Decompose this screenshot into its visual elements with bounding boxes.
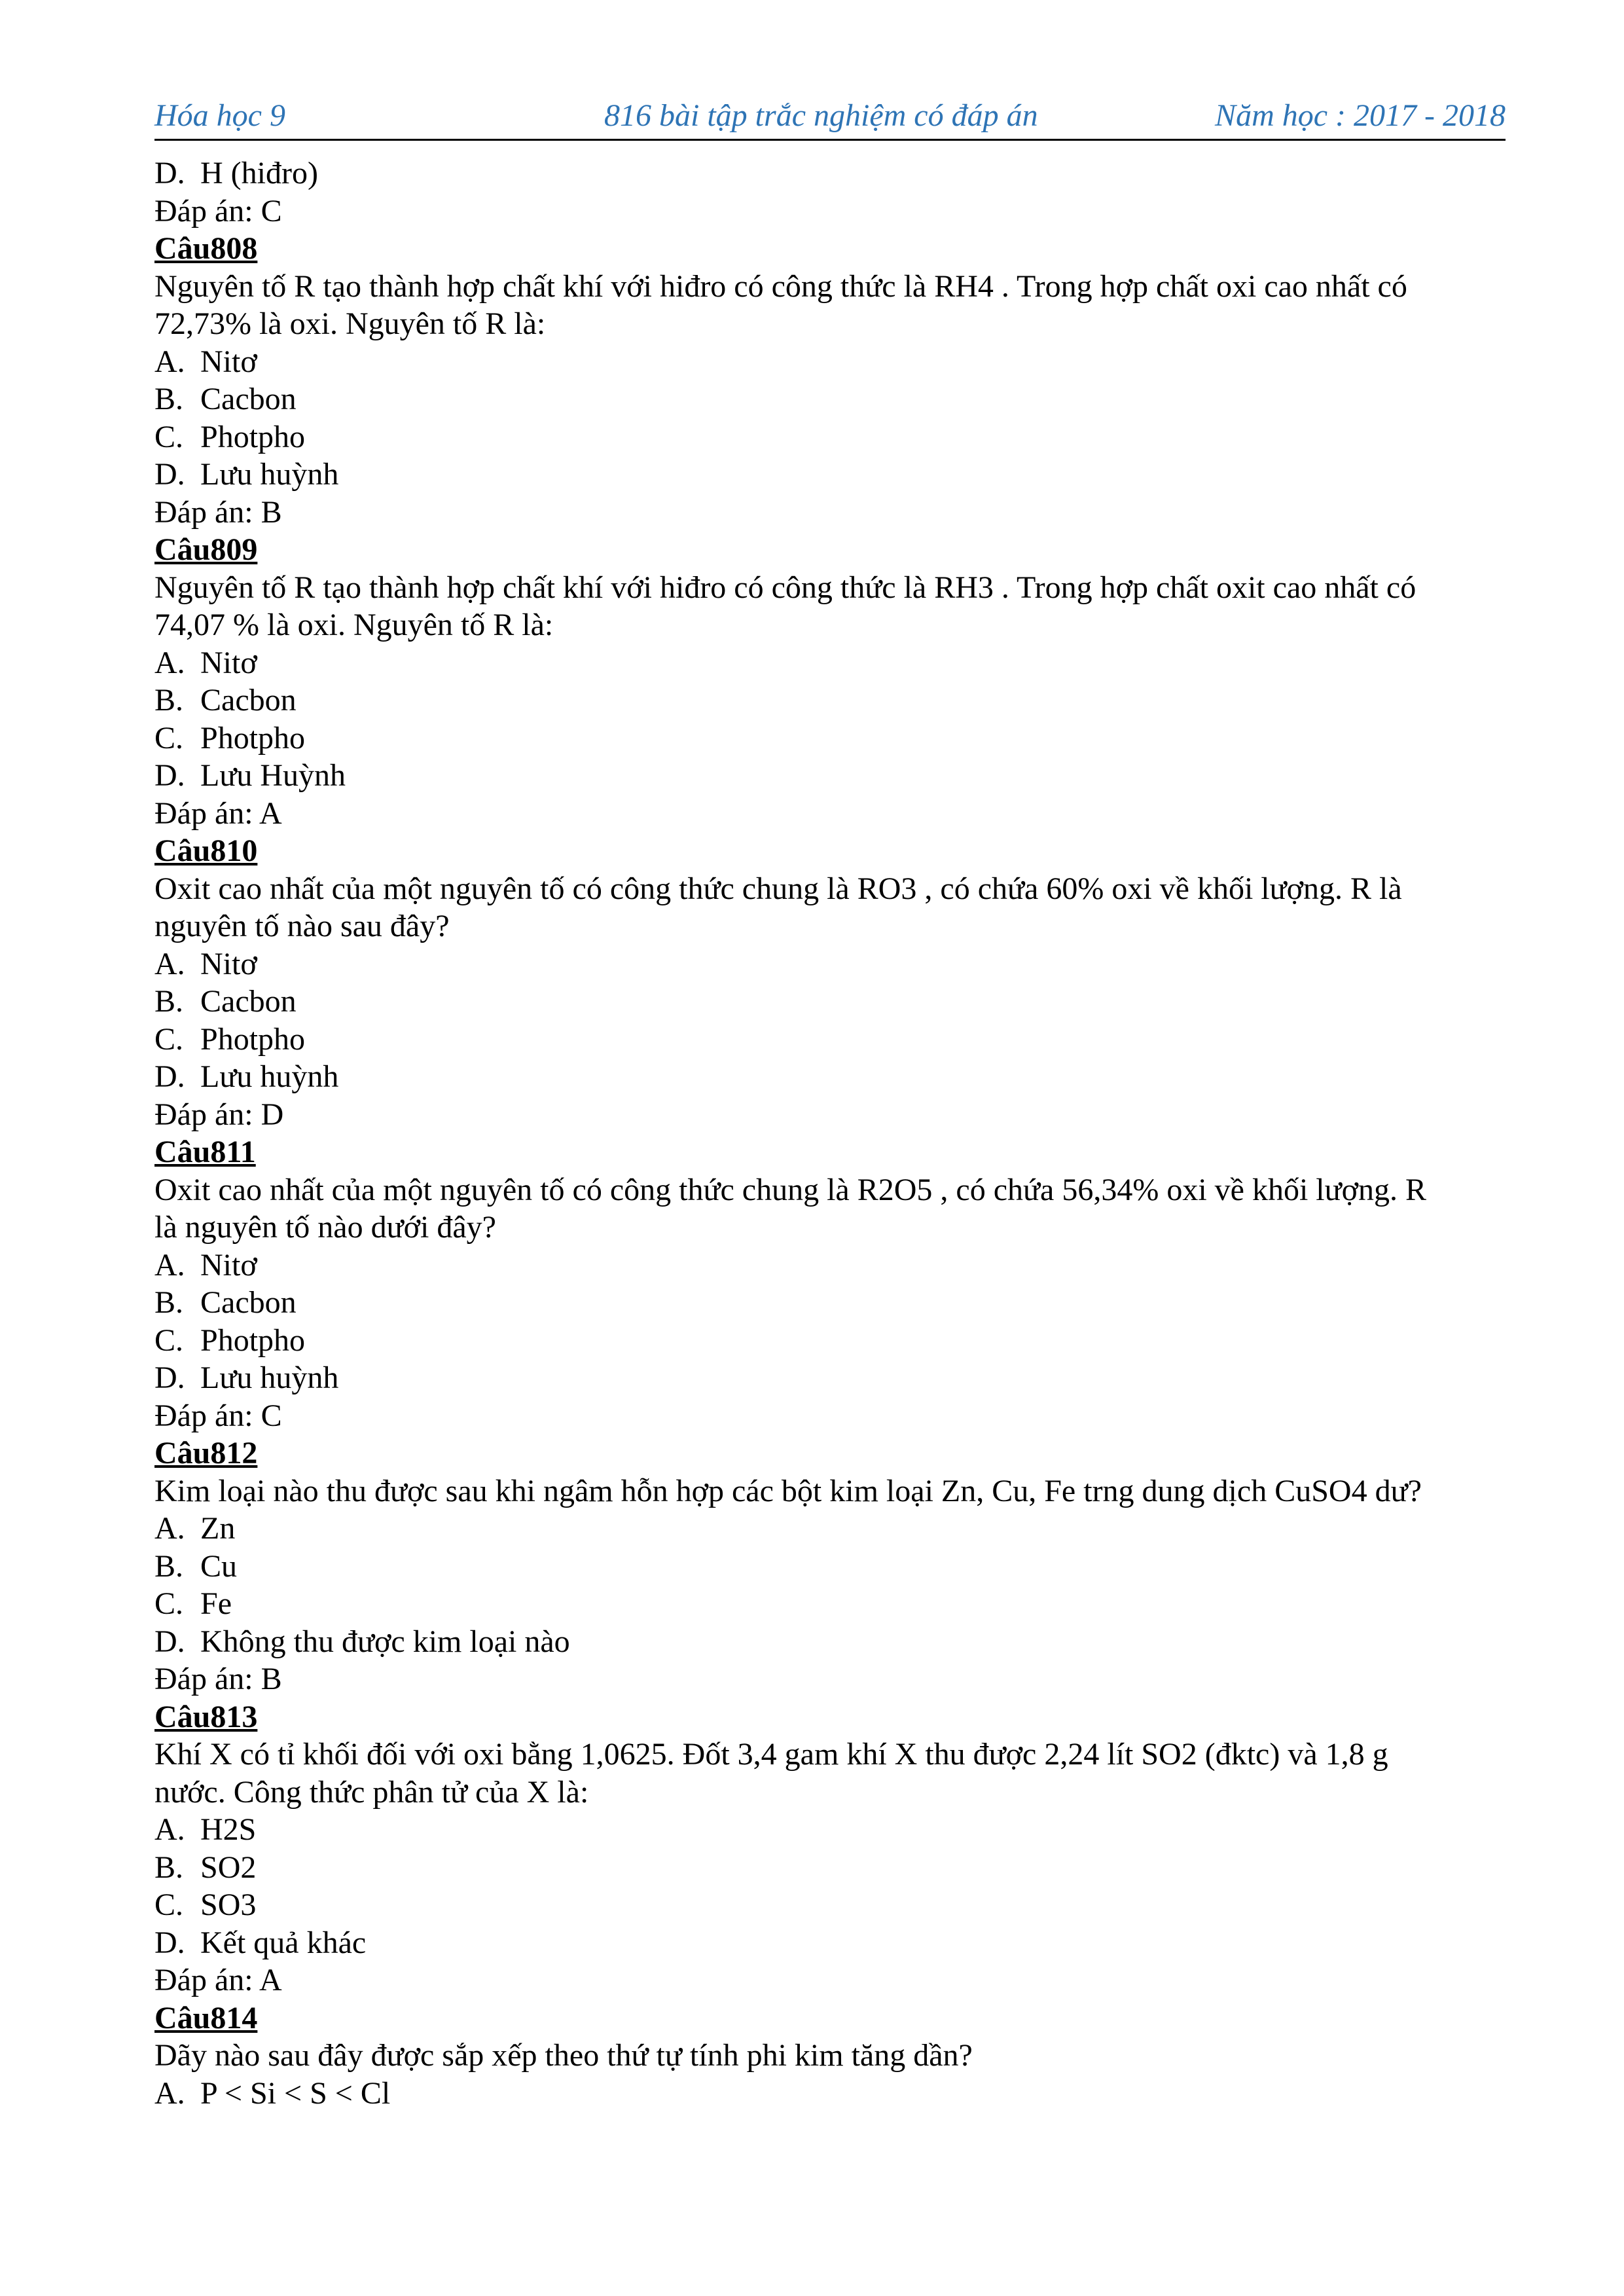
question-block bbox=[154, 1434, 1506, 1698]
option-letter: B. bbox=[154, 382, 184, 416]
option-line bbox=[154, 945, 1506, 983]
question-stem: Oxit cao nhất của một nguyên tố có công thức chung là RO3 , có chứa 60% oxi về khối lượng. R là bbox=[154, 871, 1402, 906]
header-subject: Hóa học 9 bbox=[154, 98, 285, 133]
option-text: Photpho bbox=[200, 419, 306, 454]
answer-line: Đáp án: B bbox=[154, 1662, 282, 1696]
option-text: Photpho bbox=[200, 1021, 306, 1057]
option-line bbox=[154, 1058, 1506, 1096]
option-line bbox=[154, 1359, 1506, 1397]
option-text: Lưu Huỳnh bbox=[200, 758, 346, 793]
option-letter: C. bbox=[154, 720, 184, 756]
answer-line: Đáp án: C bbox=[154, 1398, 282, 1433]
option-line bbox=[154, 757, 1506, 795]
question-block bbox=[154, 832, 1506, 1133]
option-line bbox=[154, 1510, 1506, 1548]
question-stem: Nguyên tố R tạo thành hợp chất khí với hiđro có công thức là RH4 . Trong hợp chất oxi cao nhất có bbox=[154, 268, 1407, 304]
option-text: Lưu huỳnh bbox=[200, 457, 339, 492]
option-text: Fe bbox=[200, 1586, 232, 1621]
option-letter: D. bbox=[154, 1059, 185, 1094]
header-title: 816 bài tập trắc nghiệm có đáp án bbox=[604, 98, 1038, 133]
option-line bbox=[154, 1247, 1506, 1285]
option-line bbox=[154, 1811, 1506, 1849]
question-block bbox=[154, 1698, 1506, 1999]
option-text: Cacbon bbox=[200, 683, 297, 718]
question-stem: Kim loại nào thu được sau khi ngâm hỗn hợp các bột kim loại Zn, Cu, Fe trng dung dịch CuSO4 dư? bbox=[154, 1473, 1422, 1508]
answer-line: Đáp án: B bbox=[154, 494, 282, 530]
option-text: Lưu huỳnh bbox=[200, 1059, 339, 1094]
option-letter: B. bbox=[154, 1548, 184, 1584]
option-text: Không thu được kim loại nào bbox=[200, 1624, 570, 1659]
question-title: Câu814 bbox=[154, 2000, 258, 2035]
option-text: Cacbon bbox=[200, 984, 297, 1019]
option-letter: C. bbox=[154, 419, 184, 454]
option-letter: A. bbox=[154, 1812, 185, 1847]
option-line bbox=[154, 343, 1506, 381]
option-line bbox=[154, 983, 1506, 1021]
option-letter: C. bbox=[154, 1322, 184, 1358]
answer-line: Đáp án: D bbox=[154, 1097, 284, 1132]
question-list bbox=[154, 230, 1506, 2112]
option-line bbox=[154, 644, 1506, 682]
option-letter: B. bbox=[154, 1850, 184, 1885]
option-line bbox=[154, 2075, 1506, 2113]
question-stem: 72,73% là oxi. Nguyên tố R là: bbox=[154, 306, 546, 341]
question-stem: 74,07 % là oxi. Nguyên tố R là: bbox=[154, 608, 554, 642]
option-line bbox=[154, 1623, 1506, 1661]
question-stem: nước. Công thức phân tử của X là: bbox=[154, 1774, 589, 1810]
option-text: Lưu huỳnh bbox=[200, 1360, 339, 1395]
option-line bbox=[154, 1548, 1506, 1586]
option-text: Nitơ bbox=[200, 344, 257, 379]
option-letter: D. bbox=[154, 758, 185, 793]
option-line bbox=[154, 155, 1506, 192]
option-line bbox=[154, 418, 1506, 456]
question-stem: Khí X có tỉ khối đối với oxi bằng 1,0625. Đốt 3,4 gam khí X thu được 2,24 lít SO2 (đktc) và 1,8 g bbox=[154, 1737, 1388, 1772]
question-title: Câu812 bbox=[154, 1436, 258, 1470]
question-title: Câu811 bbox=[154, 1135, 256, 1169]
option-letter: C. bbox=[154, 1586, 184, 1621]
option-text: H2S bbox=[200, 1812, 257, 1847]
document-body bbox=[154, 155, 1506, 2112]
option-letter: A. bbox=[154, 2075, 185, 2111]
option-text: Nitơ bbox=[200, 645, 257, 680]
answer-line: Đáp án: A bbox=[154, 795, 282, 831]
option-line bbox=[154, 1284, 1506, 1322]
question-block bbox=[154, 531, 1506, 832]
question-block bbox=[154, 1133, 1506, 1434]
question-stem: nguyên tố nào sau đây? bbox=[154, 909, 450, 943]
option-letter: D. bbox=[154, 457, 185, 492]
option-letter: B. bbox=[154, 984, 184, 1019]
option-line bbox=[154, 1886, 1506, 1924]
option-letter: A. bbox=[154, 344, 185, 379]
option-letter: D. bbox=[154, 156, 185, 191]
question-title: Câu810 bbox=[154, 833, 258, 868]
option-letter: C. bbox=[154, 1887, 184, 1922]
question-block bbox=[154, 230, 1506, 531]
option-letter: C. bbox=[154, 1021, 184, 1057]
option-line bbox=[154, 1585, 1506, 1623]
option-letter: A. bbox=[154, 1247, 185, 1283]
option-text: Nitơ bbox=[200, 1247, 257, 1283]
option-text: SO2 bbox=[200, 1850, 257, 1885]
question-title: Câu809 bbox=[154, 532, 258, 567]
option-text: Cu bbox=[200, 1548, 238, 1584]
option-text: Photpho bbox=[200, 720, 306, 756]
option-line bbox=[154, 1924, 1506, 1962]
option-line bbox=[154, 380, 1506, 418]
option-text: Cacbon bbox=[200, 1285, 297, 1320]
question-stem: Nguyên tố R tạo thành hợp chất khí với hiđro có công thức là RH3 . Trong hợp chất oxit cao nhất có bbox=[154, 570, 1416, 605]
question-stem: Dãy nào sau đây được sắp xếp theo thứ tự tính phi kim tăng dần? bbox=[154, 2038, 973, 2073]
option-text: SO3 bbox=[200, 1887, 257, 1922]
answer-line: Đáp án: C bbox=[154, 193, 282, 228]
option-text: Photpho bbox=[200, 1322, 306, 1358]
option-text: H (hiđro) bbox=[200, 156, 318, 191]
option-line bbox=[154, 1021, 1506, 1059]
option-letter: B. bbox=[154, 683, 184, 718]
option-line bbox=[154, 456, 1506, 494]
option-line bbox=[154, 682, 1506, 720]
question-stem: là nguyên tố nào dưới đây? bbox=[154, 1210, 496, 1245]
option-letter: D. bbox=[154, 1360, 185, 1395]
option-text: Zn bbox=[200, 1511, 236, 1546]
header-school-year: Năm học : 2017 - 2018 bbox=[1215, 98, 1506, 133]
answer-line: Đáp án: A bbox=[154, 1963, 282, 1997]
option-text: Nitơ bbox=[200, 946, 257, 981]
option-letter: D. bbox=[154, 1925, 185, 1960]
page-header bbox=[154, 93, 1506, 141]
option-text: P < Si < S < Cl bbox=[200, 2075, 391, 2111]
question-block bbox=[154, 1999, 1506, 2113]
option-letter: B. bbox=[154, 1285, 184, 1320]
option-text: Cacbon bbox=[200, 382, 297, 416]
option-letter: A. bbox=[154, 645, 185, 680]
option-line bbox=[154, 720, 1506, 757]
option-line bbox=[154, 1849, 1506, 1887]
option-line bbox=[154, 1322, 1506, 1360]
option-letter: D. bbox=[154, 1624, 185, 1659]
option-letter: A. bbox=[154, 946, 185, 981]
option-text: Kết quả khác bbox=[200, 1925, 367, 1960]
option-letter: A. bbox=[154, 1511, 185, 1546]
question-title: Câu808 bbox=[154, 231, 258, 266]
question-stem: Oxit cao nhất của một nguyên tố có công thức chung là R2O5 , có chứa 56,34% oxi về khối lượng. R bbox=[154, 1172, 1427, 1207]
question-title: Câu813 bbox=[154, 1699, 258, 1734]
